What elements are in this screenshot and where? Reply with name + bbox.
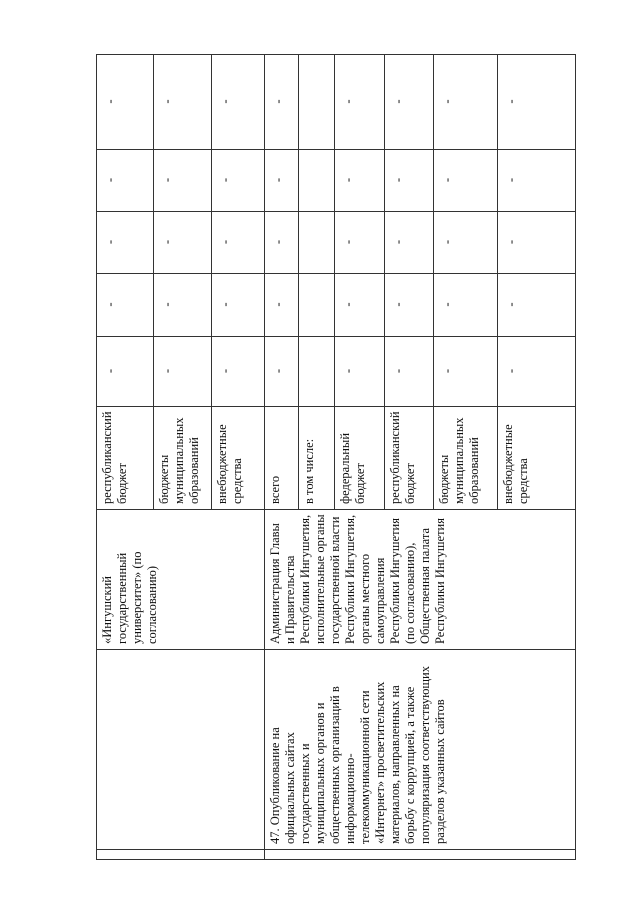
value-cell: - bbox=[97, 274, 154, 337]
activity-cell-empty bbox=[97, 850, 265, 860]
value-cell: - bbox=[385, 212, 434, 274]
value-cell: - bbox=[385, 55, 434, 150]
value-cell: - bbox=[154, 337, 212, 407]
value-cell: - bbox=[212, 274, 265, 337]
value-cell: - bbox=[434, 55, 498, 150]
value-cell: - bbox=[335, 212, 385, 274]
value-cell: - bbox=[265, 150, 299, 212]
source-cell bbox=[335, 407, 385, 510]
source-label: бюджеты муниципальных образований bbox=[437, 417, 481, 504]
number-cell-empty bbox=[265, 850, 576, 860]
source-cell bbox=[299, 407, 335, 510]
value-cell: - bbox=[498, 274, 576, 337]
value-cell: - bbox=[154, 150, 212, 212]
value-cell: - bbox=[434, 274, 498, 337]
source-cell bbox=[385, 407, 434, 510]
value-cell: - bbox=[265, 337, 299, 407]
executor-text: «Ингушский государственный университет» (по согласованию) bbox=[100, 551, 159, 644]
executor-cell bbox=[97, 510, 265, 650]
value-cell: - bbox=[212, 55, 265, 150]
value-cell: - bbox=[97, 55, 154, 150]
table-row bbox=[97, 55, 154, 860]
value-cell: - bbox=[498, 150, 576, 212]
value-cell: - bbox=[335, 55, 385, 150]
value-cell-empty bbox=[299, 150, 335, 212]
executor-text: Администрация Главы и Правительства Республики Ингушетия, исполнительные органы государственной власти Республики Ингушетия, органы местного самоуправления Республики Ингушетия (по согласованию), Общественная палата Республики Ингушетия bbox=[268, 514, 447, 644]
value-cell: - bbox=[97, 212, 154, 274]
activity-cell-empty bbox=[97, 650, 265, 850]
value-cell-empty bbox=[299, 337, 335, 407]
value-cell: - bbox=[265, 55, 299, 150]
source-cell bbox=[97, 407, 154, 510]
value-cell: - bbox=[154, 55, 212, 150]
value-cell: - bbox=[335, 274, 385, 337]
value-cell: - bbox=[212, 337, 265, 407]
source-label: всего bbox=[268, 475, 282, 504]
activity-cell bbox=[265, 650, 576, 850]
source-label: внебюджетные средства bbox=[501, 424, 530, 504]
value-cell: - bbox=[265, 274, 299, 337]
value-cell-empty bbox=[299, 212, 335, 274]
source-label: федеральный бюджет bbox=[338, 432, 367, 504]
value-cell: - bbox=[434, 337, 498, 407]
source-label: республиканский бюджет bbox=[100, 411, 129, 504]
source-cell bbox=[434, 407, 498, 510]
value-cell: - bbox=[498, 55, 576, 150]
value-cell: - bbox=[212, 150, 265, 212]
funding-table bbox=[96, 54, 576, 860]
value-cell-empty bbox=[299, 55, 335, 150]
value-cell: - bbox=[434, 150, 498, 212]
source-label: внебюджетные средства bbox=[215, 424, 244, 504]
rotated-table-wrapper bbox=[96, 55, 576, 860]
source-cell bbox=[265, 407, 299, 510]
value-cell-empty bbox=[299, 274, 335, 337]
source-cell bbox=[498, 407, 576, 510]
value-cell: - bbox=[498, 337, 576, 407]
value-cell: - bbox=[385, 337, 434, 407]
value-cell: - bbox=[498, 212, 576, 274]
value-cell: - bbox=[97, 337, 154, 407]
source-cell bbox=[212, 407, 265, 510]
source-label: бюджеты муниципальных образований bbox=[157, 417, 201, 504]
table-row bbox=[265, 55, 299, 860]
value-cell: - bbox=[335, 337, 385, 407]
value-cell: - bbox=[434, 212, 498, 274]
source-cell bbox=[154, 407, 212, 510]
value-cell: - bbox=[154, 274, 212, 337]
value-cell: - bbox=[385, 274, 434, 337]
activity-text: 47. Опубликование на официальных сайтах государственных и муниципальных органов и общественных организаций в информационно-телекоммуникационной сети «Интернет» просветительских материалов, направленных на борьбу с коррупцией, а также популяризация соответствующих разделов указанных сайтов bbox=[268, 666, 447, 844]
source-label: республиканский бюджет bbox=[388, 411, 417, 504]
value-cell: - bbox=[154, 212, 212, 274]
value-cell: - bbox=[385, 150, 434, 212]
value-cell: - bbox=[212, 212, 265, 274]
executor-cell bbox=[265, 510, 576, 650]
value-cell: - bbox=[97, 150, 154, 212]
value-cell: - bbox=[265, 212, 299, 274]
value-cell: - bbox=[335, 150, 385, 212]
source-label: в том числе: bbox=[302, 438, 316, 504]
